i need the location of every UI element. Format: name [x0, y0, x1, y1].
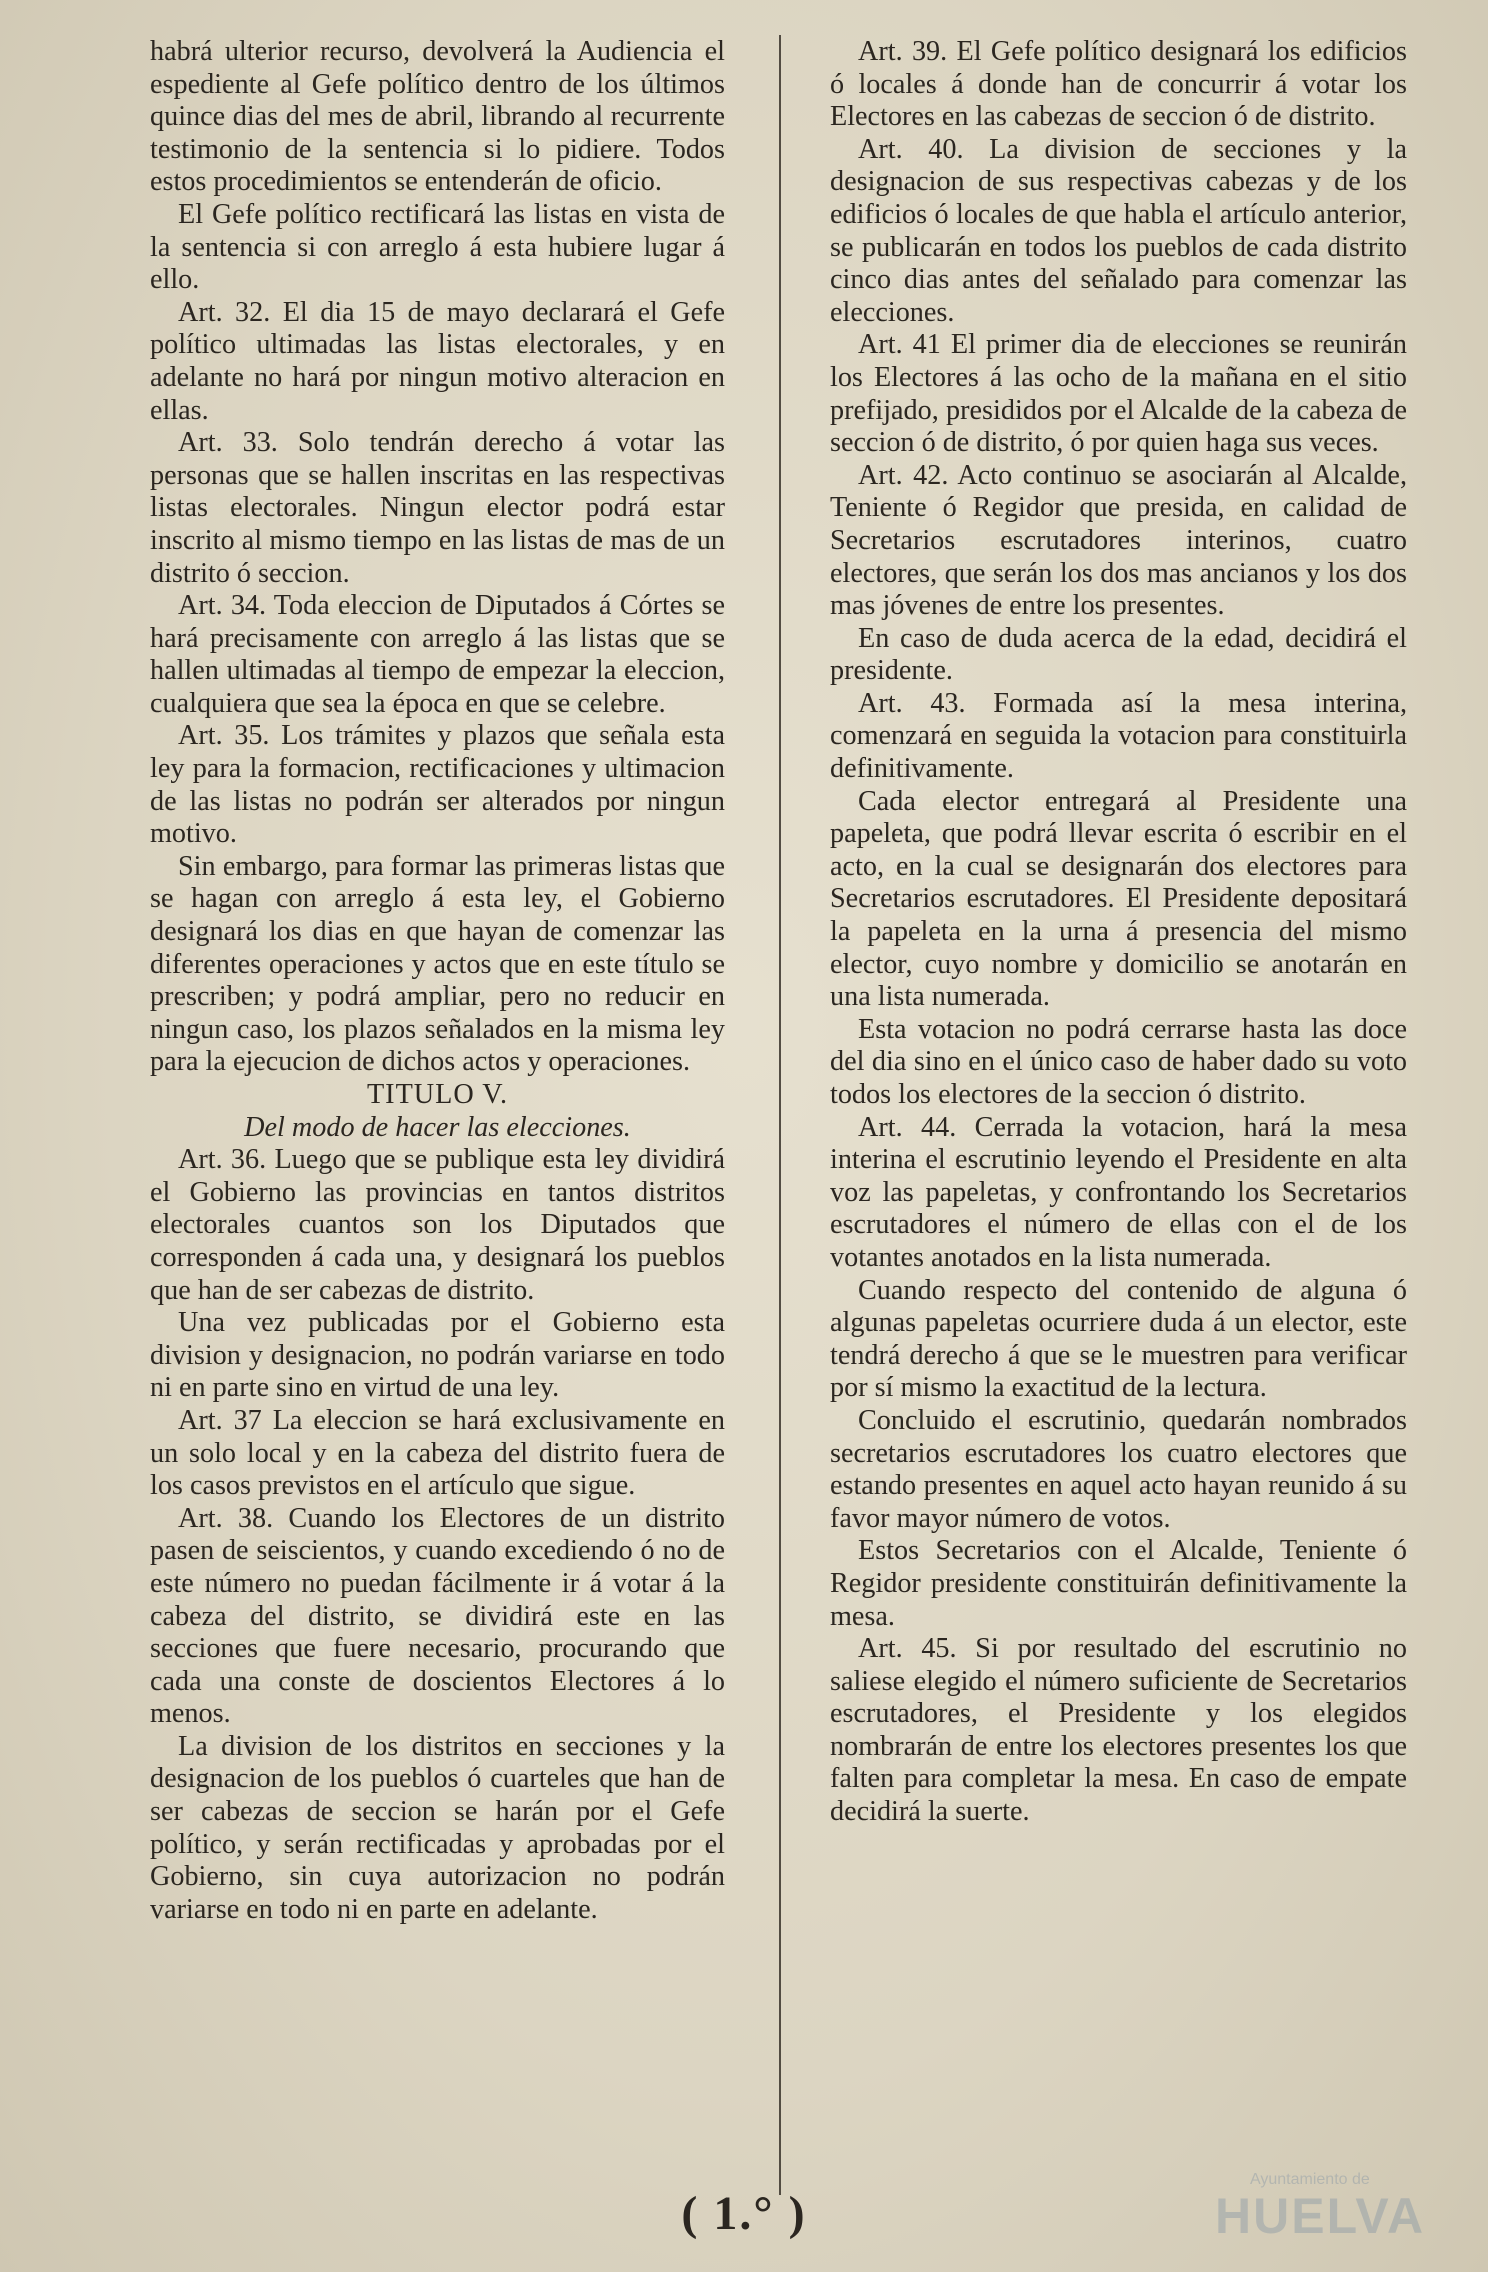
paragraph: En caso de duda acerca de la edad, decidirá el presidente.: [830, 622, 1407, 687]
paragraph: Art. 35. Los trámites y plazos que señala esta ley para la formacion, rectificaciones y ultimacion de las listas no podrán ser alterados por ningun motivo.: [150, 720, 725, 850]
paragraph: Art. 36. Luego que se publique esta ley dividirá el Gobierno las provincias en tantos distritos electorales cuantos son los Diputados que corresponden á cada una, y designará los pueblos que han de ser cabezas de distrito.: [150, 1144, 725, 1306]
paragraph: Art. 39. El Gefe político designará los edificios ó locales á donde han de concurrir á votar los Electores en las cabezas de seccion ó de distrito.: [830, 36, 1407, 133]
paragraph: Art. 32. El dia 15 de mayo declarará el Gefe político ultimadas las listas electorales, y en adelante no hará por ningun motivo alteracion en ellas.: [150, 296, 725, 426]
paragraph: Art. 43. Formada así la mesa interina, comenzará en seguida la votacion para constituirla definitivamente.: [830, 687, 1407, 785]
paragraph: Concluido el escrutinio, quedarán nombrados secretarios escrutadores los cuatro electores que estando presentes en aquel acto hayan reunido á su favor mayor número de votos.: [830, 1404, 1407, 1534]
paragraph: Sin embargo, para formar las primeras listas que se hagan con arreglo á esta ley, el Gobierno designará los dias en que hayan de comenzar las diferentes operaciones y actos que en este título se prescriben; y podrá ampliar, pero no reducir en ningun caso, los plazos señalados en la misma ley para la ejecucion de dichos actos y operaciones.: [150, 850, 725, 1078]
watermark-name: HUELVA: [1215, 2188, 1426, 2244]
paragraph: Art. 33. Solo tendrán derecho á votar las personas que se hallen inscritas en las respectivas listas electorales. Ningun elector podrá estar inscrito al mismo tiempo en las listas de mas de un distrito ó seccion.: [150, 427, 725, 589]
left-column: [150, 36, 725, 2202]
paragraph: Art. 45. Si por resultado del escrutinio no saliese elegido el número suficiente de Secretarios escrutadores, el Presidente y los elegidos nombrarán de entre los electores presentes los que falten para completar la mesa. En caso de empate decidirá la suerte.: [830, 1633, 1407, 1828]
paragraph: Una vez publicadas por el Gobierno esta division y designacion, no podrán variarse en todo ni en parte sino en virtud de una ley.: [150, 1307, 725, 1404]
paragraph: Art. 40. La division de secciones y la designacion de sus respectivas cabezas y de los edificios ó locales de que habla el artículo anterior, se publicarán en todos los pueblos de cada distrito cinco dias antes del señalado para comenzar las elecciones.: [830, 133, 1407, 328]
section-subheading: Del modo de hacer las elecciones.: [244, 1111, 631, 1143]
paragraph: Estos Secretarios con el Alcalde, Teniente ó Regidor presidente constituirán definitivamente la mesa.: [830, 1535, 1407, 1632]
paragraph: Art. 41 El primer dia de elecciones se reunirán los Electores á las ocho de la mañana en el sitio prefijado, presididos por el Alcalde de la cabeza de seccion ó de distrito, ó por quien haga sus veces.: [830, 329, 1407, 459]
paragraph: Art. 44. Cerrada la votacion, hará la mesa interina el escrutinio leyendo el Presidente en alta voz las papeletas, y confrontando los Secretarios escrutadores el número de ellas con el de los votantes anotados en la lista numerada.: [830, 1111, 1407, 1273]
section-heading: TITULO V.: [366, 1079, 509, 1110]
paragraph: Esta votacion no podrá cerrarse hasta las doce del dia sino en el único caso de haber dado su voto todos los electores de la seccion ó distrito.: [830, 1013, 1407, 1110]
paragraph: Art. 42. Acto continuo se asociarán al Alcalde, Teniente ó Regidor que presida, en calidad de Secretarios escrutadores interinos, cuatro electores, que serán los dos mas ancianos y los dos mas jóvenes de entre los presentes.: [830, 459, 1407, 622]
paragraph: La division de los distritos en secciones y la designacion de los pueblos ó cuarteles que han de ser cabezas de seccion se harán por el Gefe político, y serán rectificadas y aprobadas por el Gobierno, sin cuya autorizacion no podrán variarse en todo ni en parte en adelante.: [150, 1730, 725, 1925]
column-divider: [779, 35, 781, 2195]
right-column: [830, 36, 1407, 2202]
paragraph: Art. 38. Cuando los Electores de un distrito pasen de seiscientos, y cuando excediendo ó no de este número no puedan fácilmente ir á votar á la cabeza del distrito, se dividirá este en las secciones que fuere necesario, procurando que cada una conste de doscientos Electores á lo menos.: [150, 1502, 725, 1730]
paragraph: habrá ulterior recurso, devolverá la Audiencia el espediente al Gefe político dentro de los últimos quince dias del mes de abril, librando al recurrente testimonio de la sentencia si lo pidiere. Todos estos procedimientos se entenderán de oficio.: [150, 36, 725, 198]
paragraph: Art. 37 La eleccion se hará exclusivamente en un solo local y en la cabeza del distrito fuera de los casos previstos en el artículo que sigue.: [150, 1404, 725, 1502]
paragraph: El Gefe político rectificará las listas en vista de la sentencia si con arreglo á esta hubiere lugar á ello.: [150, 198, 725, 296]
paragraph: Art. 34. Toda eleccion de Diputados á Córtes se hará precisamente con arreglo á las listas que se hallen ultimadas al tiempo de empezar la eleccion, cualquiera que sea la época en que se celebre.: [150, 590, 725, 719]
paragraph: Cada elector entregará al Presidente una papeleta, que podrá llevar escrita ó escribir en el acto, en la cual se designarán dos electores para Secretarios escrutadores. El Presidente depositará la papeleta en la urna á presencia del mismo elector, cuyo nombre y domicilio se anotarán en una lista numerada.: [830, 785, 1407, 1013]
page-folio: ( 1.° ): [681, 2187, 807, 2240]
watermark-subtitle: Ayuntamiento de: [1250, 2171, 1370, 2188]
paragraph: Cuando respecto del contenido de alguna ó algunas papeletas ocurriere duda á un elector, este tendrá derecho á que se le muestren para verificar por sí mismo la exactitud de la lectura.: [830, 1274, 1407, 1404]
